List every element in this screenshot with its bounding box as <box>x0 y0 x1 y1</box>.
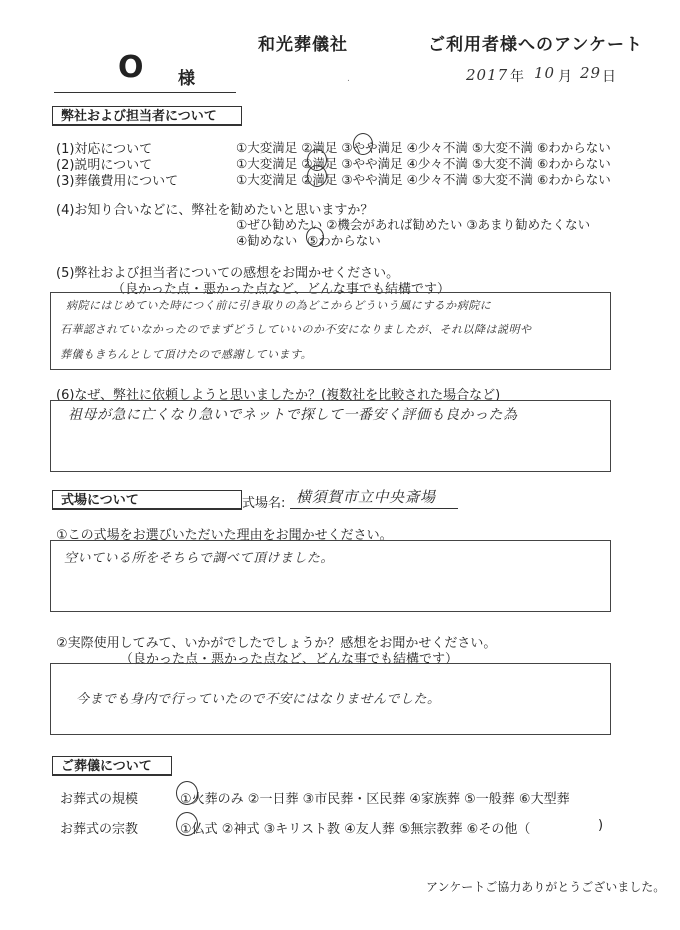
rating-opt-2-2[interactable]: ②満足 <box>301 156 338 171</box>
honorific: 様 <box>178 69 195 89</box>
rating-row-3-options <box>236 170 611 188</box>
funeral-religion-circle <box>176 812 198 836</box>
q4-question: (4)お知り合いなどに、弊社を勧めたいと思いますか？ <box>56 203 374 218</box>
funeral-religion-label: お葬式の宗教 <box>60 822 139 837</box>
venue-q2-answer: 今までも身内で行っていたので不安にはなりませんでした。 <box>76 692 441 707</box>
venue-label: 式場名: <box>242 496 286 511</box>
rating-opt-3-6[interactable]: ⑥わからない <box>537 172 611 187</box>
q6-question: (6)なぜ、弊社に依頼しようと思いましたか？(複数社を比較された場合など) <box>56 388 501 403</box>
rating-opt-1-3[interactable]: ③やや満足 <box>341 140 403 155</box>
date-day-unit: 日 <box>602 69 616 85</box>
section-company-staff-header: 弊社および担当者について <box>52 106 242 126</box>
rating-opt-2-3[interactable]: ③やや満足 <box>341 156 403 171</box>
q6-answer: 祖母が急に亡くなり急いでネットで探して一番安く評価も良かった為 <box>68 407 518 423</box>
date-year: 2017 <box>466 66 509 84</box>
date-day: 29 <box>580 64 602 82</box>
scan-speck: . <box>347 74 350 84</box>
funeral-scale-label: お葬式の規模 <box>60 792 139 807</box>
funeral-scale-circle <box>176 781 198 805</box>
survey-title: ご利用者様へのアンケート <box>428 35 643 55</box>
funeral-religion-options[interactable]: ①仏式 ②神式 ③キリスト教 ④友人葬 ⑤無宗教葬 ⑥その他（ <box>180 822 531 837</box>
q4-options-line1[interactable]: ①ぜひ勧めたい ②機会があれば勧めたい ③あまり勧めたくない <box>236 217 591 232</box>
venue-q2-question: ②実際使用してみて、いかがでしたでしょうか？感想をお聞かせください。 <box>56 636 497 651</box>
rating-opt-2-1[interactable]: ①大変満足 <box>236 156 298 171</box>
rating-opt-1-4[interactable]: ④少々不満 <box>406 140 468 155</box>
rating-label-2: (2)説明について <box>56 158 153 173</box>
q5-subtext: （良かった点・悪かった点など、どんな事でも結構です） <box>112 282 451 297</box>
rating-opt-3-1[interactable]: ①大変満足 <box>236 172 298 187</box>
q4-selection-circle <box>306 227 324 247</box>
venue-q2-subtext: （良かった点・悪かった点など、どんな事でも結構です） <box>120 652 459 667</box>
q5-answer-line2: 石華認されていなかったのでまずどうしていいのか不安になりましたが、それ以降は説明や <box>60 323 532 336</box>
rating-opt-1-5[interactable]: ⑤大変不満 <box>471 140 534 155</box>
rating-opt-2-5[interactable]: ⑤大変不満 <box>471 156 534 171</box>
date-year-unit: 年 <box>510 69 524 85</box>
rating-opt-2-4[interactable]: ④少々不満 <box>406 156 468 171</box>
rating-opt-3-3[interactable]: ③やや満足 <box>341 172 403 187</box>
q4-option-dont-know[interactable]: ⑤わからない <box>307 233 381 248</box>
company-name: 和光葬儀社 <box>258 35 348 55</box>
selection-circle-row-3 <box>307 165 327 187</box>
section-venue-header: 式場について <box>52 490 242 510</box>
venue-q1-answer: 空いている所をそちらで調べて頂けました。 <box>64 551 334 566</box>
footer-thanks: アンケートご協力ありがとうございました。 <box>426 880 666 894</box>
rating-label-1: (1)対応について <box>56 142 153 157</box>
funeral-religion-other-close: ) <box>598 818 604 833</box>
funeral-scale-options[interactable]: ①火葬のみ ②一日葬 ③市民葬・区民葬 ④家族葬 ⑤一般葬 ⑥大型葬 <box>180 792 570 807</box>
rating-opt-3-2[interactable]: ②満足 <box>301 172 338 187</box>
rating-opt-3-4[interactable]: ④少々不満 <box>406 172 468 187</box>
rating-label-3: (3)葬儀費用について <box>56 174 179 189</box>
rating-opt-1-6[interactable]: ⑥わからない <box>537 140 611 155</box>
customer-name: O <box>118 50 144 85</box>
date-month-unit: 月 <box>558 69 572 85</box>
section-funeral-header: ご葬儀について <box>52 756 172 776</box>
q5-answer-line3: 葬儀もきちんとして頂けたので感謝しています。 <box>60 348 313 361</box>
rating-opt-3-5[interactable]: ⑤大変不満 <box>471 172 534 187</box>
q4-option-not-recommend[interactable]: ④勧めない <box>236 233 298 248</box>
selection-circle-row-1 <box>353 133 373 155</box>
q5-question: (5)弊社および担当者についての感想をお聞かせください。 <box>56 266 400 281</box>
rating-opt-1-1[interactable]: ①大変満足 <box>236 140 298 155</box>
rating-opt-2-6[interactable]: ⑥わからない <box>537 156 611 171</box>
venue-name: 横須賀市立中央斎場 <box>296 488 436 506</box>
venue-q1-question: ①この式場をお選びいただいた理由をお聞かせください。 <box>56 528 393 543</box>
name-underline <box>54 92 236 93</box>
venue-underline <box>290 508 458 509</box>
rating-opt-1-2[interactable]: ②満足 <box>301 140 338 155</box>
q5-answer-line1: 病院にはじめていた時につく前に引き取りの為どこからどういう風にするか病院に <box>66 299 492 312</box>
date-month: 10 <box>534 64 556 82</box>
